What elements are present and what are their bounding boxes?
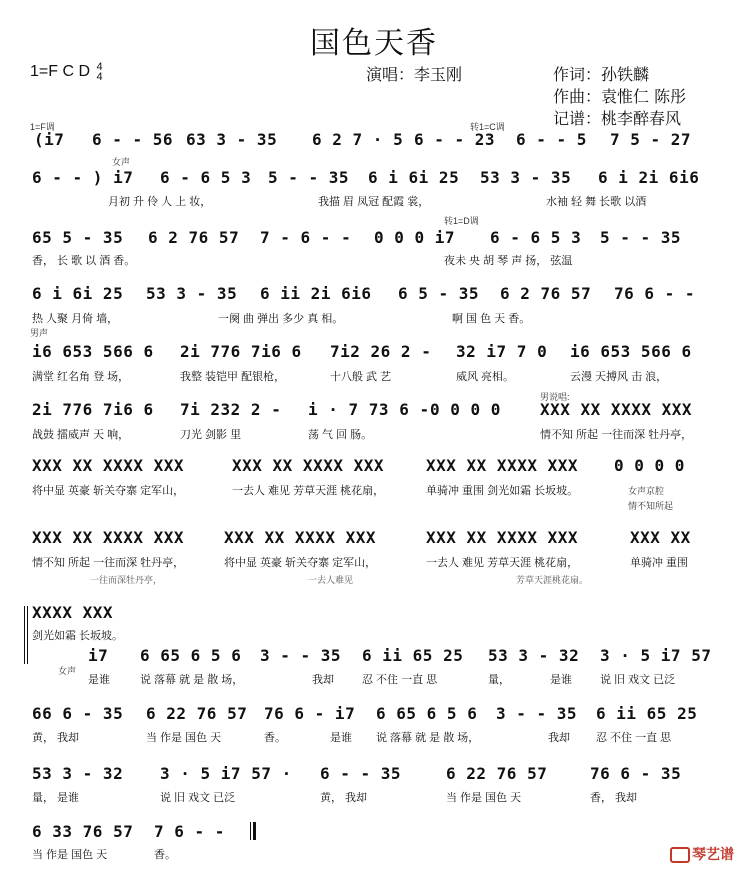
- measure: i · 7 73 6 -: [308, 400, 430, 419]
- measure: 6 2 7 · 5: [312, 130, 404, 149]
- lyric: 当 作是 国色 天: [32, 849, 108, 861]
- measure: 6 22 76 57: [446, 764, 548, 783]
- lyric: 剑光如霜 长坂坡。: [32, 630, 124, 642]
- measure: 65 5 - 35: [32, 228, 124, 247]
- measure: 0 0 0 0: [430, 400, 501, 419]
- lyric: 一去人 难见 芳草天涯 桃花扇，: [232, 485, 385, 497]
- lyric: 一阕 曲 弹出 多少 真 相。: [218, 313, 344, 325]
- lyric: 刀光 剑影 里: [180, 429, 242, 441]
- lyric: 热 人聚 月倚 墙，: [32, 313, 119, 325]
- measure: 6 2 76 57: [500, 284, 592, 303]
- measure: XXX XX: [630, 528, 691, 547]
- site-logo: 琴艺谱: [670, 844, 734, 864]
- measure: 6 ii 2i 6i6: [260, 284, 372, 303]
- lyric: 香， 长 歌 以 酒 香。: [32, 255, 136, 267]
- composer-credit: 作曲：袁惟仁 陈彤: [553, 87, 687, 106]
- measure: 6 i 6i 25: [32, 284, 124, 303]
- lyric: 我描 眉 凤冠 配霞 裳，: [318, 196, 430, 208]
- measure: 7 5 - 27: [610, 130, 692, 149]
- system-bracket: [24, 606, 25, 664]
- voice-cue-male-rap: 男说唱:: [540, 392, 570, 402]
- measure: 6 - 6 5 3: [160, 168, 252, 187]
- measure: 0 0 0 i7: [374, 228, 456, 247]
- measure: 5 - - 35: [600, 228, 682, 247]
- measure: 6 - 6 5 3: [490, 228, 582, 247]
- key-label: 1=F C D: [30, 63, 91, 81]
- measure: 66 6 - 35: [32, 704, 124, 723]
- measure: 2i 776 7i6 6: [180, 342, 302, 361]
- measure: XXX XX XXXX XXX: [32, 528, 184, 547]
- measure: 53 3 - 35: [480, 168, 572, 187]
- lyric: 情不知 所起 一往而深 牡丹亭，: [32, 557, 185, 569]
- measure: (i7: [34, 130, 65, 149]
- song-title: 国色天香: [310, 26, 438, 61]
- key-cue-d: 转1=D调: [444, 216, 479, 226]
- lyric: 黄， 我却: [320, 792, 368, 804]
- logo-mark-icon: [670, 847, 690, 863]
- measure: 53 3 - 32: [32, 764, 124, 783]
- measure: 32 i7 7 0: [456, 342, 548, 361]
- lyric: 我整 装铠甲 配银枪，: [180, 371, 286, 383]
- measure: 0 0 0 0: [614, 456, 685, 475]
- measure: 7 - 6 - -: [260, 228, 352, 247]
- measure: XXX XX XXXX XXX: [540, 400, 692, 419]
- measure: i6 653 566 6: [32, 342, 154, 361]
- lyric: 量，: [488, 674, 510, 686]
- lyricist-credit: 作词：孙铁麟: [553, 65, 650, 84]
- lyric: 战鼓 擂威声 天 响，: [32, 429, 130, 441]
- lyric: 香。: [154, 849, 176, 861]
- lyric: 荡 气 回 肠。: [308, 429, 373, 441]
- sub-lyric: 芳草天涯桃花扇。: [516, 575, 589, 585]
- lyric: 说 落幕 就 是 散 场，: [376, 732, 480, 744]
- sub-lyric: 一去人难见: [308, 575, 354, 585]
- final-barline-thin: [250, 822, 251, 840]
- measure: XXXX XXX: [32, 603, 114, 622]
- measure: 6 - - 23: [414, 130, 496, 149]
- voice-cue-female-2: 女声: [58, 666, 77, 676]
- lyric: 黄， 我却: [32, 732, 80, 744]
- lyric: 一去人 难见 芳草天涯 桃花扇，: [426, 557, 579, 569]
- measure: 53 3 - 32: [488, 646, 580, 665]
- lyric: 是谁: [88, 674, 110, 686]
- lyric: 当 作是 国色 天: [146, 732, 222, 744]
- measure: XXX XX XXXX XXX: [224, 528, 376, 547]
- measure: XXX XX XXXX XXX: [32, 456, 184, 475]
- measure: 76 6 - i7: [264, 704, 356, 723]
- measure: 6 - - 5: [516, 130, 587, 149]
- measure: 53 3 - 35: [146, 284, 238, 303]
- lyric: 是谁: [550, 674, 572, 686]
- measure: 6 65 6 5 6: [140, 646, 242, 665]
- voice-cue-opera: 女声京腔: [628, 486, 665, 496]
- lyric: 量， 是谁: [32, 792, 80, 804]
- measure: 7i2 26 2 -: [330, 342, 432, 361]
- lyric: 单骑冲 重围: [630, 557, 689, 569]
- measure: 3 - - 35: [496, 704, 578, 723]
- lyric: 当 作是 国色 天: [446, 792, 522, 804]
- measure: 63 3 - 35: [186, 130, 278, 149]
- lyric: 说 落幕 就 是 散 场，: [140, 674, 244, 686]
- key-signature: [30, 62, 103, 82]
- lyric: 说 旧 戏文 已泛: [600, 674, 676, 686]
- lyric: 云漫 天搏风 击 浪，: [570, 371, 668, 383]
- measure: 6 - - 56: [92, 130, 174, 149]
- lyric: 说 旧 戏文 已泛: [160, 792, 236, 804]
- measure: 6 65 6 5 6: [376, 704, 478, 723]
- key-cue-f: 1=F调: [30, 122, 55, 132]
- measure: i7: [88, 646, 109, 665]
- measure: 76 6 - -: [614, 284, 696, 303]
- measure: 3 · 5 i7 57 ·: [160, 764, 292, 783]
- lyric: 满堂 红名角 登 场，: [32, 371, 130, 383]
- singer-credit: 演唱：李玉刚: [366, 65, 463, 84]
- transcriber-credit: 记谱：桃李醉春风: [553, 109, 682, 128]
- measure: 6 5 - 35: [398, 284, 480, 303]
- measure: 6 2 76 57: [148, 228, 240, 247]
- lyric: 香。: [264, 732, 286, 744]
- lyric: 将中显 英豪 斩关夺寨 定军山，: [224, 557, 377, 569]
- measure: 3 · 5 i7 57: [600, 646, 712, 665]
- lyric: 将中显 英豪 斩关夺寨 定军山，: [32, 485, 185, 497]
- measure: 3 - - 35: [260, 646, 342, 665]
- voice-cue-male: 男声: [30, 328, 49, 338]
- measure: 76 6 - 35: [590, 764, 682, 783]
- voice-cue-female: 女声: [112, 157, 131, 167]
- measure: 6 i 6i 25: [368, 168, 460, 187]
- key-cue-c: 转1=C调: [470, 122, 505, 132]
- lyric: 我却: [312, 674, 334, 686]
- lyric: 忍 不住 一直 思: [596, 732, 672, 744]
- measure: 6 ii 65 25: [596, 704, 698, 723]
- sub-lyric: 一往而深牡丹亭，: [90, 575, 163, 585]
- measure: 6 - - ) i7: [32, 168, 134, 187]
- voice-cue-line: 情不知所起: [628, 501, 674, 511]
- measure: 6 - - 35: [320, 764, 402, 783]
- measure: 6 22 76 57: [146, 704, 248, 723]
- measure: 6 ii 65 25: [362, 646, 464, 665]
- measure: XXX XX XXXX XXX: [232, 456, 384, 475]
- system-bracket-inner: [27, 606, 28, 664]
- lyric: 夜未 央 胡 琴 声 扬， 弦温: [444, 255, 573, 267]
- lyric: 月初 升 伶 人 上 妆，: [108, 196, 212, 208]
- lyric: 单骑冲 重围 剑光如霜 长坂坡。: [426, 485, 579, 497]
- lyric: 香， 我却: [590, 792, 638, 804]
- measure: 5 - - 35: [268, 168, 350, 187]
- lyric: 是谁: [330, 732, 352, 744]
- lyric: 威风 亮相。: [456, 371, 515, 383]
- measure: 6 33 76 57: [32, 822, 134, 841]
- measure: XXX XX XXXX XXX: [426, 456, 578, 475]
- lyric: 啊 国 色 天 香。: [452, 313, 531, 325]
- final-barline-thick: [253, 822, 256, 840]
- lyric: 忍 不住 一直 思: [362, 674, 438, 686]
- measure: 6 i 2i 6i6: [598, 168, 700, 187]
- lyric: 十八般 武 艺: [330, 371, 392, 383]
- measure: 7i 232 2 -: [180, 400, 282, 419]
- measure: 7 6 - -: [154, 822, 225, 841]
- measure: 2i 776 7i6 6: [32, 400, 154, 419]
- measure: XXX XX XXXX XXX: [426, 528, 578, 547]
- lyric: 我却: [548, 732, 570, 744]
- lyric: 情不知 所起 一往而深 牡丹亭，: [540, 429, 693, 441]
- time-signature: 4 4: [96, 61, 103, 83]
- measure: i6 653 566 6: [570, 342, 692, 361]
- lyric: 水袖 轻 舞 长歌 以酒: [546, 196, 647, 208]
